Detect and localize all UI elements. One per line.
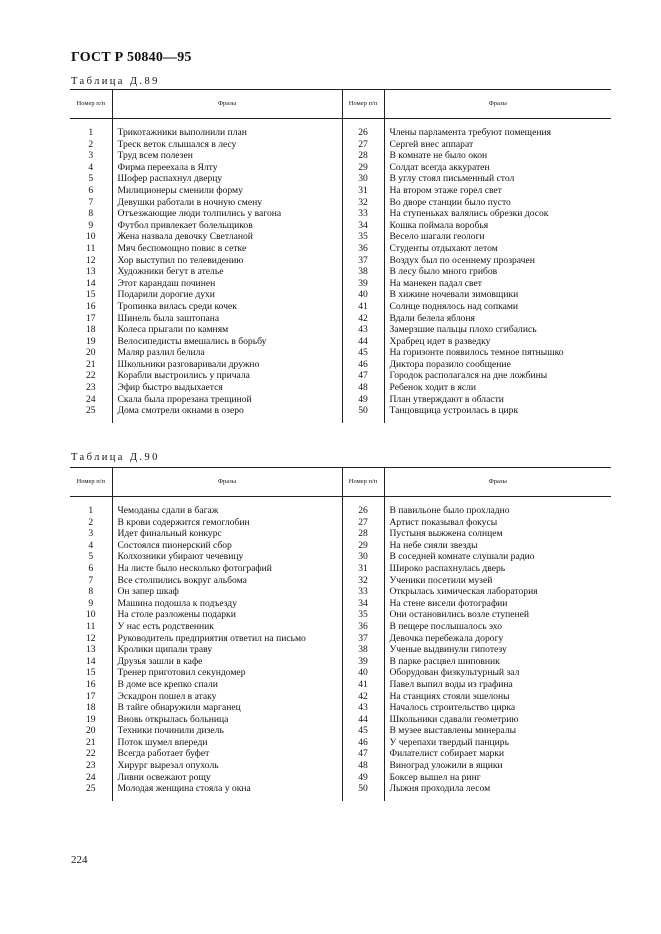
- phrase-cell: Шофер распахнул дверцу: [112, 173, 342, 185]
- column-header-phrases: Фразы: [384, 90, 611, 119]
- phrase-cell: На небе сияли звезды: [384, 540, 611, 552]
- row-number: 22: [85, 748, 96, 760]
- table-row: [70, 313, 611, 325]
- table-row: [70, 621, 611, 633]
- table-row: [70, 150, 611, 162]
- spacer-row: [70, 497, 611, 506]
- row-number: 44: [342, 336, 384, 348]
- phrase-cell: На стене висели фотографии: [384, 598, 611, 610]
- row-number: 24: [85, 393, 96, 405]
- spacer-row: [70, 119, 611, 128]
- row-number: 47: [342, 748, 384, 760]
- row-number: 18: [85, 324, 96, 336]
- row-number: 30: [342, 173, 384, 185]
- phrase-cell: В углу стоял письменный стол: [384, 173, 611, 185]
- phrase-cell: Пустыня выжжена солнцем: [384, 528, 611, 540]
- table-row: [70, 382, 611, 394]
- row-number: 45: [342, 725, 384, 737]
- phrase-cell: Ребенок ходит в ясли: [384, 382, 611, 394]
- row-number: 20: [85, 725, 96, 737]
- row-number: 47: [342, 370, 384, 382]
- column-header-number: Номер п/п: [342, 90, 384, 119]
- row-number: 23: [85, 382, 96, 394]
- table-row: [70, 575, 611, 587]
- spacer-cell: [112, 497, 342, 506]
- table-row: [70, 324, 611, 336]
- phrase-cell: Широко распахнулась дверь: [384, 563, 611, 575]
- row-number: 1: [88, 127, 94, 138]
- row-number: 49: [342, 394, 384, 406]
- phrase-cell: Руководитель предприятия ответил на письмо: [112, 633, 342, 645]
- row-number: 25: [85, 405, 96, 417]
- column-header-number: Номер п/п: [342, 468, 384, 497]
- table-row: [70, 301, 611, 313]
- phrase-cell: Молодая женщина стояла у окна: [112, 783, 342, 801]
- row-number: 31: [342, 563, 384, 575]
- phrase-cell: Чемоданы сдали в багаж: [112, 505, 342, 517]
- column-header-phrases: Фразы: [384, 468, 611, 497]
- row-number: 16: [85, 678, 96, 690]
- table-row: [70, 528, 611, 540]
- spacer-cell: [384, 497, 611, 506]
- table-row: [70, 127, 611, 139]
- table-d89: [70, 89, 611, 423]
- row-number: 21: [85, 358, 96, 370]
- phrase-cell: Футбол привлекает болельщиков: [112, 220, 342, 232]
- row-number: 38: [342, 266, 384, 278]
- phrase-cell: Художники бегут в ателье: [112, 266, 342, 278]
- phrase-cell: Кролики щипали траву: [112, 644, 342, 656]
- row-number: 27: [342, 517, 384, 529]
- row-number: 11: [86, 620, 96, 632]
- row-number: 36: [342, 621, 384, 633]
- phrase-cell: Эфир быстро выдыхается: [112, 382, 342, 394]
- table-row: [70, 394, 611, 406]
- table-row: [70, 586, 611, 598]
- table-row: [70, 737, 611, 749]
- phrase-cell: Корабли выстроились у причала: [112, 370, 342, 382]
- phrase-cell: Студенты отдыхают летом: [384, 243, 611, 255]
- row-number: 29: [342, 540, 384, 552]
- row-number: 19: [85, 335, 96, 347]
- phrase-cell: Филателист собирает марки: [384, 748, 611, 760]
- row-number: 41: [342, 301, 384, 313]
- column-header-number: Номер п/п: [70, 90, 112, 119]
- row-number: 46: [342, 737, 384, 749]
- row-number: 5: [88, 551, 94, 563]
- row-number: 50: [342, 783, 384, 801]
- phrase-cell: Хирург вырезал опухоль: [112, 760, 342, 772]
- table-row: [70, 289, 611, 301]
- row-number: 19: [85, 713, 96, 725]
- phrase-cell: Замерзшие пальцы плохо сгибались: [384, 324, 611, 336]
- row-number: 8: [88, 586, 94, 598]
- phrase-cell: Фирма переехала в Ялту: [112, 162, 342, 174]
- row-number: 40: [342, 667, 384, 679]
- row-number: 44: [342, 714, 384, 726]
- row-number: 34: [342, 598, 384, 610]
- row-number: 12: [85, 254, 96, 266]
- row-number: 15: [85, 289, 96, 301]
- phrase-cell: Виноград уложили в ящики: [384, 760, 611, 772]
- table-row: [70, 505, 611, 517]
- phrase-cell: Друзья зашли в кафе: [112, 656, 342, 668]
- table-row: [70, 336, 611, 348]
- table-row: [70, 691, 611, 703]
- row-number: 3: [88, 528, 94, 540]
- phrase-cell: Жена назвала девочку Светланой: [112, 231, 342, 243]
- phrase-cell: Идет финальный конкурс: [112, 528, 342, 540]
- table-row: [70, 598, 611, 610]
- row-number: 10: [85, 231, 96, 243]
- row-number: 39: [342, 656, 384, 668]
- row-number: 31: [342, 185, 384, 197]
- phrase-cell: Поток шумел впереди: [112, 737, 342, 749]
- table-row: [70, 255, 611, 267]
- table-title-d90: Таблица Д.90: [71, 452, 160, 463]
- row-number: 23: [85, 760, 96, 772]
- row-number: 2: [88, 516, 94, 528]
- phrase-cell: На ступеньках валялись обрезки досок: [384, 208, 611, 220]
- row-number: 13: [85, 266, 96, 278]
- phrase-cell: В тайге обнаружили марганец: [112, 702, 342, 714]
- row-number: 28: [342, 150, 384, 162]
- phrase-cell: Подарили дорогие духи: [112, 289, 342, 301]
- row-number: 21: [85, 736, 96, 748]
- table-row: [70, 231, 611, 243]
- phrase-cell: Отъезжающие люди толпились у вагона: [112, 208, 342, 220]
- table-row: [70, 714, 611, 726]
- phrase-cell: В крови содержится гемоглобин: [112, 517, 342, 529]
- row-number: 42: [342, 313, 384, 325]
- phrase-cell: Труд всем полезен: [112, 150, 342, 162]
- row-number: 17: [85, 690, 96, 702]
- phrase-cell: Павел выпил воды из графина: [384, 679, 611, 691]
- row-number: 10: [85, 609, 96, 621]
- spacer-cell: [112, 119, 342, 128]
- phrase-cell: Эскадрон пошел в атаку: [112, 691, 342, 703]
- row-number: 35: [342, 231, 384, 243]
- phrase-cell: Колхозники убирают чечевицу: [112, 551, 342, 563]
- row-number: 29: [342, 162, 384, 174]
- table-row: [70, 185, 611, 197]
- spacer-cell: [342, 497, 384, 506]
- phrase-cell: В доме все крепко спали: [112, 679, 342, 691]
- table-row: [70, 667, 611, 679]
- table-row: [70, 162, 611, 174]
- table-row: [70, 609, 611, 621]
- phrase-cell: Артист показывал фокусы: [384, 517, 611, 529]
- table-row: [70, 725, 611, 737]
- row-number: 14: [85, 277, 96, 289]
- table-row: [70, 220, 611, 232]
- row-number: 6: [88, 562, 94, 574]
- row-number: 6: [88, 184, 94, 196]
- phrase-cell: Диктора поразило сообщение: [384, 359, 611, 371]
- row-number: 33: [342, 586, 384, 598]
- row-number: 22: [85, 370, 96, 382]
- phrase-cell: Треск веток слышался в лесу: [112, 139, 342, 151]
- row-number: 18: [85, 702, 96, 714]
- row-number: 8: [88, 208, 94, 220]
- row-number: 12: [85, 632, 96, 644]
- phrase-cell: Девушки работали в ночную смену: [112, 197, 342, 209]
- phrase-cell: Члены парламента требуют помещения: [384, 127, 611, 139]
- phrase-cell: Боксер вышел на ринг: [384, 772, 611, 784]
- phrase-cell: В музее выставлены минералы: [384, 725, 611, 737]
- table-row: [70, 563, 611, 575]
- row-number: 26: [342, 127, 384, 139]
- phrase-cell: Вдали белела яблоня: [384, 313, 611, 325]
- column-header-phrases: Фразы: [112, 468, 342, 497]
- row-number: 3: [88, 150, 94, 162]
- row-number: 28: [342, 528, 384, 540]
- phrase-cell: На манекен падал свет: [384, 278, 611, 290]
- phrase-cell: Ученики посетили музей: [384, 575, 611, 587]
- table-row: [70, 359, 611, 371]
- table-row: [70, 278, 611, 290]
- phrase-cell: У нас есть родственник: [112, 621, 342, 633]
- row-number: 14: [85, 655, 96, 667]
- phrase-cell: Маляр разлил белила: [112, 347, 342, 359]
- table-row: [70, 173, 611, 185]
- phrase-cell: Весело шагали геологи: [384, 231, 611, 243]
- row-number: 13: [85, 644, 96, 656]
- row-number: 32: [342, 575, 384, 587]
- row-number: 40: [342, 289, 384, 301]
- table-row: [70, 266, 611, 278]
- phrase-cell: Хор выступил по телевидению: [112, 255, 342, 267]
- phrase-cell: Городок располагался на дне ложбины: [384, 370, 611, 382]
- phrase-cell: Состоялся пионерский сбор: [112, 540, 342, 552]
- row-number: 26: [342, 505, 384, 517]
- column-header-phrases: Фразы: [112, 90, 342, 119]
- phrase-cell: В парке расцвел шиповник: [384, 656, 611, 668]
- table-row: [70, 197, 611, 209]
- table-row: [70, 405, 611, 423]
- row-number: 34: [342, 220, 384, 232]
- row-number: 7: [88, 196, 94, 208]
- table-row: [70, 760, 611, 772]
- phrase-cell: Дома смотрели окнами в озеро: [112, 405, 342, 423]
- row-number: 1: [88, 505, 94, 516]
- row-number: 48: [342, 760, 384, 772]
- table-row: [70, 347, 611, 359]
- document-header: ГОСТ Р 50840—95: [71, 50, 192, 65]
- row-number: 48: [342, 382, 384, 394]
- table-row: [70, 783, 611, 801]
- phrase-cell: Во дворе станции было пусто: [384, 197, 611, 209]
- row-number: 9: [88, 597, 94, 609]
- phrase-cell: Он запер шкаф: [112, 586, 342, 598]
- row-number: 27: [342, 139, 384, 151]
- table-title-d89: Таблица Д.89: [71, 76, 160, 87]
- phrase-cell: Девочка перебежала дорогу: [384, 633, 611, 645]
- row-number: 41: [342, 679, 384, 691]
- spacer-cell: [342, 119, 384, 128]
- phrase-cell: В павильоне было прохладно: [384, 505, 611, 517]
- phrase-cell: Сергей внес аппарат: [384, 139, 611, 151]
- row-number: 16: [85, 300, 96, 312]
- row-number: 4: [88, 539, 94, 551]
- row-number: 46: [342, 359, 384, 371]
- row-number: 33: [342, 208, 384, 220]
- phrase-cell: Колеса прыгали по камням: [112, 324, 342, 336]
- table-row: [70, 633, 611, 645]
- row-number: 39: [342, 278, 384, 290]
- row-number: 45: [342, 347, 384, 359]
- phrase-cell: На столе разложены подарки: [112, 609, 342, 621]
- phrase-cell: Танцовщица устроилась в цирк: [384, 405, 611, 423]
- row-number: 7: [88, 574, 94, 586]
- column-header-number: Номер п/п: [70, 468, 112, 497]
- row-number: 17: [85, 312, 96, 324]
- phrase-cell: Лыжня проходила лесом: [384, 783, 611, 801]
- table-row: [70, 679, 611, 691]
- phrase-cell: Храбрец идет в разведку: [384, 336, 611, 348]
- phrase-cell: Они остановились возле ступеней: [384, 609, 611, 621]
- table-row: [70, 208, 611, 220]
- phrase-cell: На втором этаже горел свет: [384, 185, 611, 197]
- phrase-cell: Солнце поднялось над сопками: [384, 301, 611, 313]
- phrase-cell: План утверждают в области: [384, 394, 611, 406]
- table-row: [70, 748, 611, 760]
- row-number: 2: [88, 138, 94, 150]
- phrase-cell: Школьники разговаривали дружно: [112, 359, 342, 371]
- phrase-cell: В лесу было много грибов: [384, 266, 611, 278]
- row-number: 32: [342, 197, 384, 209]
- row-number: 35: [342, 609, 384, 621]
- table-row: [70, 540, 611, 552]
- row-number: 43: [342, 702, 384, 714]
- phrase-cell: На листе было несколько фотографий: [112, 563, 342, 575]
- phrase-cell: Скала была прорезана трещиной: [112, 394, 342, 406]
- table-row: [70, 370, 611, 382]
- phrase-cell: Тренер приготовил секундомер: [112, 667, 342, 679]
- spacer-cell: [70, 119, 112, 128]
- row-number: 49: [342, 772, 384, 784]
- phrase-cell: Шинель была заштопана: [112, 313, 342, 325]
- row-number: 38: [342, 644, 384, 656]
- table-row: [70, 656, 611, 668]
- table-row: [70, 139, 611, 151]
- row-number: 43: [342, 324, 384, 336]
- row-number: 42: [342, 691, 384, 703]
- table-row: [70, 772, 611, 784]
- phrase-cell: В хижине ночевали зимовщики: [384, 289, 611, 301]
- phrase-cell: На горизонте появилось темное пятнышко: [384, 347, 611, 359]
- phrase-cell: Ливни освежают рощу: [112, 772, 342, 784]
- phrase-cell: Техники починили дизель: [112, 725, 342, 737]
- spacer-cell: [70, 497, 112, 506]
- phrase-cell: У черепахи твердый панцирь: [384, 737, 611, 749]
- phrase-cell: Мяч беспомощно повис в сетке: [112, 243, 342, 255]
- table-row: [70, 517, 611, 529]
- row-number: 24: [85, 771, 96, 783]
- phrase-cell: Началось строительство цирка: [384, 702, 611, 714]
- row-number: 50: [342, 405, 384, 423]
- row-number: 25: [85, 783, 96, 795]
- row-number: 9: [88, 219, 94, 231]
- phrase-cell: Машина подошла к подъезду: [112, 598, 342, 610]
- row-number: 11: [86, 242, 96, 254]
- phrase-cell: Тропинка вилась среди кочек: [112, 301, 342, 313]
- row-number: 20: [85, 347, 96, 359]
- row-number: 36: [342, 243, 384, 255]
- phrase-cell: В соседней комнате слушали радио: [384, 551, 611, 563]
- phrase-cell: Открылась химическая лаборатория: [384, 586, 611, 598]
- page-number: 224: [71, 854, 88, 866]
- phrase-cell: Этот карандаш починен: [112, 278, 342, 290]
- table-row: [70, 551, 611, 563]
- row-number: 37: [342, 255, 384, 267]
- phrase-cell: Вновь открылась больница: [112, 714, 342, 726]
- phrase-cell: В комнате не было окон: [384, 150, 611, 162]
- row-number: 4: [88, 161, 94, 173]
- row-number: 5: [88, 173, 94, 185]
- phrase-cell: Солдат всегда аккуратен: [384, 162, 611, 174]
- row-number: 15: [85, 667, 96, 679]
- phrase-cell: Воздух был по осеннему прозрачен: [384, 255, 611, 267]
- table-row: [70, 243, 611, 255]
- phrase-cell: Всегда работает буфет: [112, 748, 342, 760]
- phrase-cell: Трикотажники выполнили план: [112, 127, 342, 139]
- phrase-cell: Кошка поймала воробья: [384, 220, 611, 232]
- table-row: [70, 702, 611, 714]
- row-number: 37: [342, 633, 384, 645]
- phrase-cell: Все столпились вокруг альбома: [112, 575, 342, 587]
- phrase-cell: Милиционеры сменили форму: [112, 185, 342, 197]
- phrase-cell: Велосипедисты вмешались в борьбу: [112, 336, 342, 348]
- phrase-cell: В пещере послышалось эхо: [384, 621, 611, 633]
- phrase-cell: Оборудован физкультурный зал: [384, 667, 611, 679]
- spacer-cell: [384, 119, 611, 128]
- phrase-cell: Школьники сдавали геометрию: [384, 714, 611, 726]
- table-row: [70, 644, 611, 656]
- phrase-cell: На станциях стояли эшелоны: [384, 691, 611, 703]
- row-number: 30: [342, 551, 384, 563]
- phrase-cell: Ученые выдвинули гипотезу: [384, 644, 611, 656]
- table-d90: [70, 467, 611, 801]
